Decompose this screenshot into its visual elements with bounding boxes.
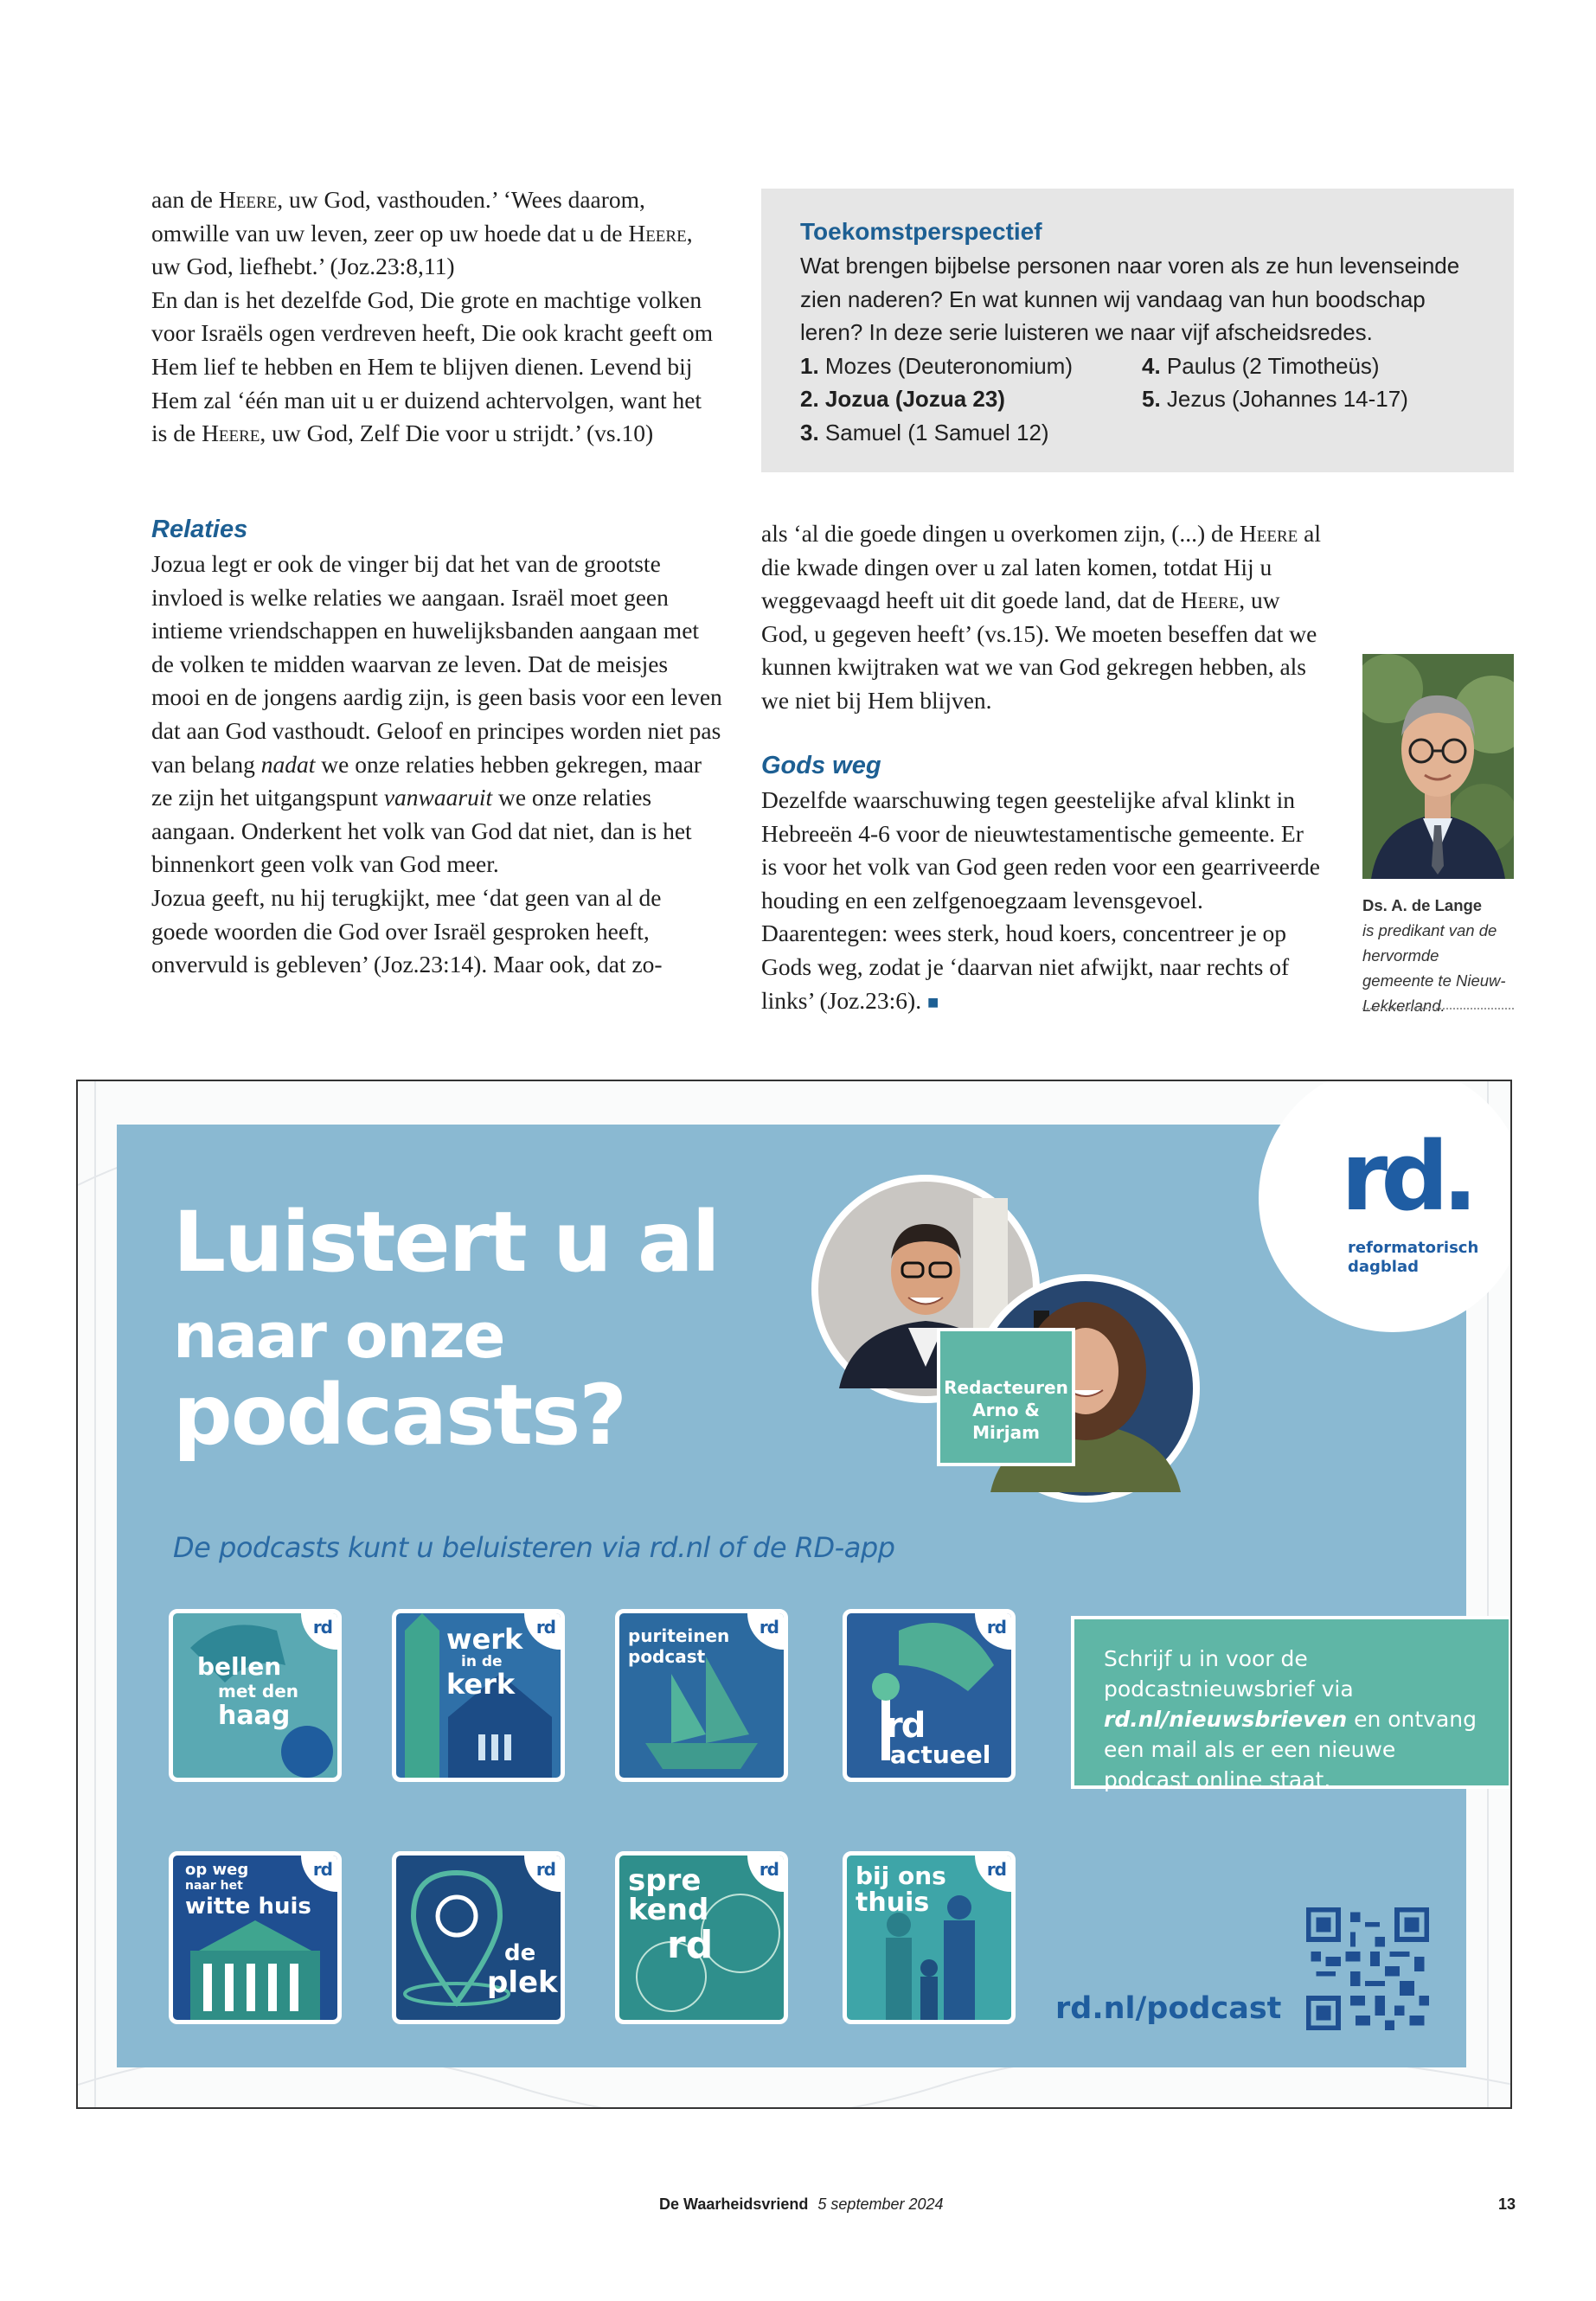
page-number: 13 [1498,2195,1516,2213]
series-item: 1. Mozes (Deuteronomium) [800,352,1073,379]
rd-logo[interactable]: rd. [1341,1121,1471,1232]
rd-badge: rd [975,1613,1011,1650]
author-name: Ds. A. de Lange [1362,896,1483,914]
footer-date: 5 september 2024 [817,2195,944,2213]
heading-gods-weg: Gods weg [761,752,881,779]
series-item-current: 2. Jozua (Jozua 23) [800,386,1005,412]
rd-badge: rd [747,1856,784,1892]
rd-badge: rd [975,1856,1011,1892]
series-list [800,349,1475,450]
ad-title-line-2: naar onze [173,1299,504,1372]
relaties-paragraph: Jozua legt er ook de vinger bij dat het van de grootste invloed is welke relaties we aangaan. Israël moet geen intieme vriendschappen en huwelijksbanden aangaan met de volken te midden waarvan ze leven. Dat de meisjes mooi en de jongens aardig zijn, is geen basis voor een leven dat aan God vasthoudt. Geloof en principes worden niet pas van belang nadat we onze relaties hebben gekregen, maar ze zijn het uitgangspunt vanwaaruit we onze relaties aangaan. Onderkent het volk van God dat niet, dan is het binnenkort geen volk van God meer. [151,550,722,878]
end-mark-icon: ■ [926,990,939,1013]
rd-badge: rd [524,1613,561,1650]
footer-magazine: De Waarheidsvriend [659,2195,809,2213]
ad-title-line-1: Luistert u al [173,1194,719,1291]
podcast-tile-sprekend-rd[interactable]: spre kend rd rd [615,1851,788,2024]
podcast-tile-werk-in-de-kerk[interactable]: werk in de kerk rd [392,1609,565,1782]
qr-code-icon[interactable] [1306,1907,1429,2030]
middle-paragraph: als ‘al die goede dingen u overkomen zijn, (...) de Heere al die kwade dingen over u zal laten komen, totdat Hij u weggevaagd heeft uit dit goede land, dat de Heere, uw God, u gegeven heeft’ (vs.15). We moeten beseffen dat we kunnen kwijtraken wat we van God gekregen hebben, als we niet bij Hem blijven. [761,520,1321,714]
series-title: Toekomstperspectief [800,218,1042,245]
newsletter-signup[interactable]: Schrijf u in voor de podcastnieuwsbrief via rd.nl/nieuwsbrieven en ontvang een mail als er een nieuwe podcast online staat. [1071,1616,1512,1789]
ad-subline: De podcasts kunt u beluisteren via rd.nl of de RD-app [173,1531,895,1564]
podcast-tile-puriteinen-podcast[interactable]: puriteinen podcast rd [615,1609,788,1782]
rd-badge: rd [301,1613,337,1650]
podcast-url-link[interactable]: rd.nl/podcast [1055,1991,1282,2026]
relaties-paragraph-2: Jozua geeft, nu hij terugkijkt, mee ‘dat geen van al de goede woorden die God over Israël gesproken heeft, onvervuld is gebleven’ (Joz.23:14). Maar ook, dat zo- [151,883,663,978]
intro-paragraph: aan de Heere, uw God, vasthouden.’ ‘Wees daarom, omwille van uw leven, zeer op uw hoede dat u de Heere, uw God, liefhebt.’ (Joz.23:8,11) [151,186,693,280]
podcast-advertisement[interactable] [76,1080,1512,2109]
section-gods-weg [761,749,1324,1019]
article-intro-text [151,183,714,451]
rd-logo-subtitle: reformatorisch dagblad [1348,1239,1479,1276]
heading-relaties: Relaties [151,516,248,543]
footer-publication [659,2195,944,2214]
section-relaties [151,513,722,982]
podcast-tile-bij-ons-thuis[interactable]: bij ons thuis rd [843,1851,1016,2024]
author-role: is predikant van de hervormde gemeente te Nieuw-Lekkerland. [1362,921,1506,1015]
author-photo [1362,654,1514,879]
caption-divider [1362,1008,1514,1009]
rd-badge: rd [747,1613,784,1650]
rd-badge: rd [524,1856,561,1892]
rd-badge: rd [301,1856,337,1892]
middle-column-text [761,517,1324,718]
podcast-tile-op-weg-naar-het-witte-huis[interactable]: op weg naar het witte huis rd [169,1851,342,2024]
podcast-tile-rd-actueel[interactable]: rd actueel rd [843,1609,1016,1782]
series-item: 3. Samuel (1 Samuel 12) [800,419,1049,445]
intro-paragraph-2: En dan is het dezelfde God, Die grote en machtige volken voor Israëls ogen verdreven heeft, Die ook kracht geeft om Hem lief te hebben en Hem te blijven dienen. Levend bij Hem zal ‘één man uit u er duizend achtervolgen, want het is de Heere, uw God, Zelf Die voor u strijdt.’ (vs.10) [151,285,714,447]
author-caption [1362,893,1514,1018]
gods-weg-paragraph: Dezelfde waarschuwing tegen geestelijke afval klinkt in Hebreeën 4-6 voor de nieuwtestamentische gemeente. Er is voor het volk van God geen reden voor een gearriveerde houding en een zelfgenoegzaam levensgevoel. Daarentegen: wees sterk, houd koers, concentreer je op Gods weg, zodat je ‘daarvan niet afwijkt, naar rechts of links’ (Joz.23:6). ■ [761,786,1320,1014]
editors-label: Redacteuren Arno & Mirjam [937,1328,1075,1466]
series-info-box [761,189,1514,472]
series-intro: Wat brengen bijbelse personen naar voren als ze hun levenseinde zien naderen? En wat kunnen wij vandaag van hun boodschap leren? In deze serie luisteren we naar vijf afscheidsredes. [800,253,1460,345]
podcast-tile-bellen-met-den-haag[interactable]: bellen met den haag rd [169,1609,342,1782]
newsletter-link[interactable]: rd.nl/nieuwsbrieven [1104,1707,1348,1732]
series-item: 5. Jezus (Johannes 14-17) [1142,386,1408,412]
ad-title-line-3: podcasts? [173,1367,625,1464]
podcast-tile-de-plek[interactable]: de plek rd [392,1851,565,2024]
series-item: 4. Paulus (2 Timotheüs) [1142,352,1380,379]
